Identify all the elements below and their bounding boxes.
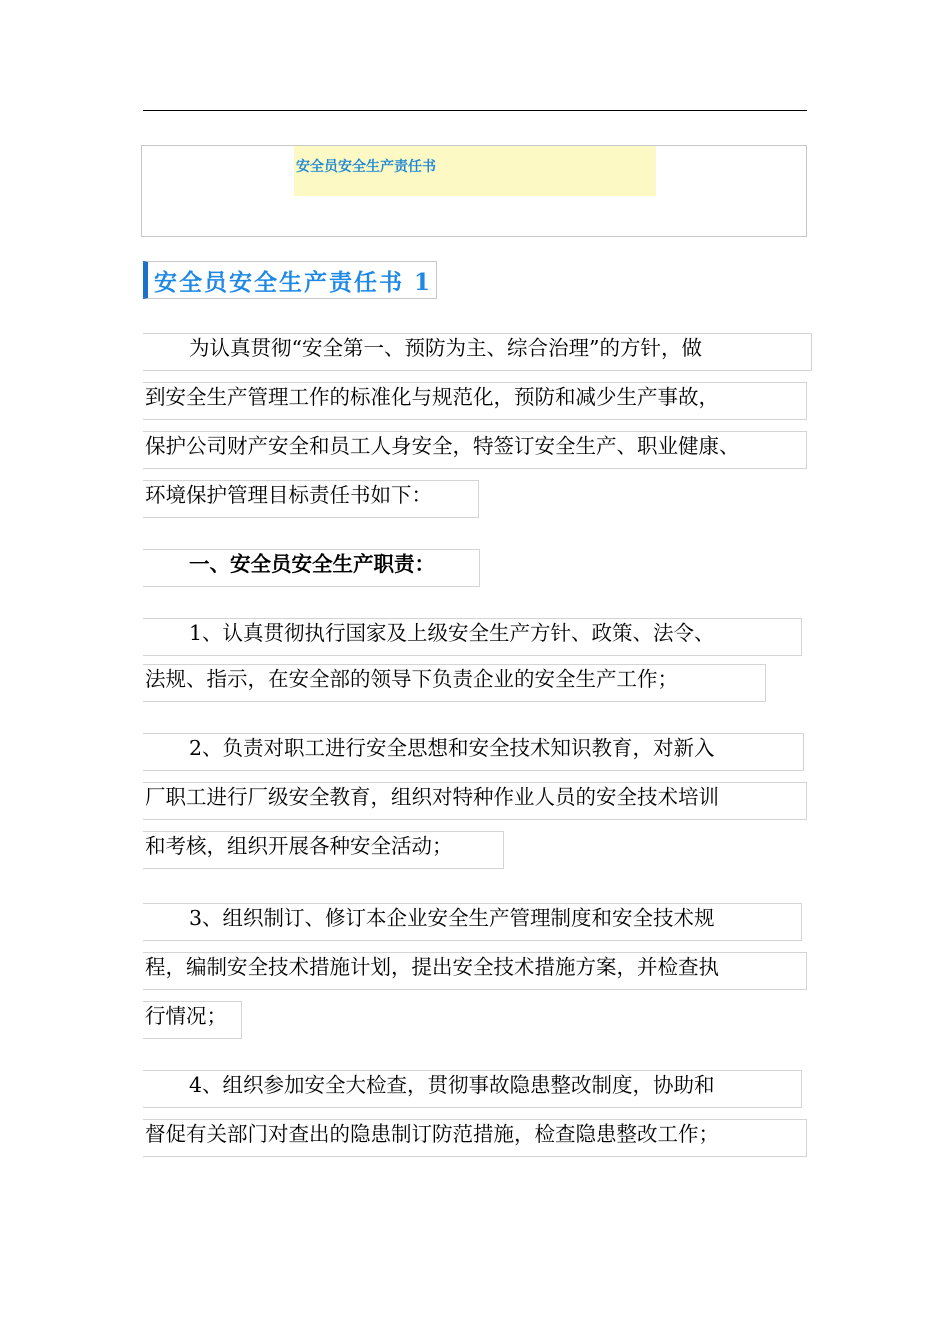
- item-2-line: 和考核，组织开展各种安全活动；: [143, 831, 504, 869]
- item-4-line: 督促有关部门对查出的隐患制订防范措施，检查隐患整改工作；: [143, 1119, 807, 1157]
- section-title: 一、安全员安全生产职责：: [143, 549, 480, 587]
- intro-line: 环境保护管理目标责任书如下：: [143, 480, 479, 518]
- document-heading-text: 安全员安全生产责任书 1: [154, 269, 433, 296]
- item-4-line: 4、组织参加安全大检查，贯彻事故隐患整改制度，协助和: [143, 1070, 802, 1108]
- item-2-line: 厂职工进行厂级安全教育，组织对特种作业人员的安全技术培训: [143, 782, 807, 820]
- header-title: 安全员安全生产责任书: [296, 159, 436, 175]
- header-rule: [143, 110, 807, 111]
- item-3-line: 程，编制安全技术措施计划，提出安全技术措施方案，并检查执: [143, 952, 807, 990]
- intro-line: 到安全生产管理工作的标准化与规范化，预防和减少生产事故，: [143, 382, 807, 420]
- document-heading: [143, 261, 437, 299]
- item-1-line: 1、认真贯彻执行国家及上级安全生产方针、政策、法令、: [143, 618, 802, 656]
- intro-line: 为认真贯彻“安全第一、预防为主、综合治理”的方针，做: [143, 333, 812, 371]
- item-3-line: 3、组织制订、修订本企业安全生产管理制度和安全技术规: [143, 903, 802, 941]
- page-header: [141, 145, 807, 237]
- item-3-line: 行情况；: [143, 1001, 242, 1039]
- intro-line: 保护公司财产安全和员工人身安全，特签订安全生产、职业健康、: [143, 431, 807, 469]
- item-1-line: 法规、指示，在安全部的领导下负责企业的安全生产工作；: [143, 664, 766, 702]
- item-2-line: 2、负责对职工进行安全思想和安全技术知识教育，对新入: [143, 733, 804, 771]
